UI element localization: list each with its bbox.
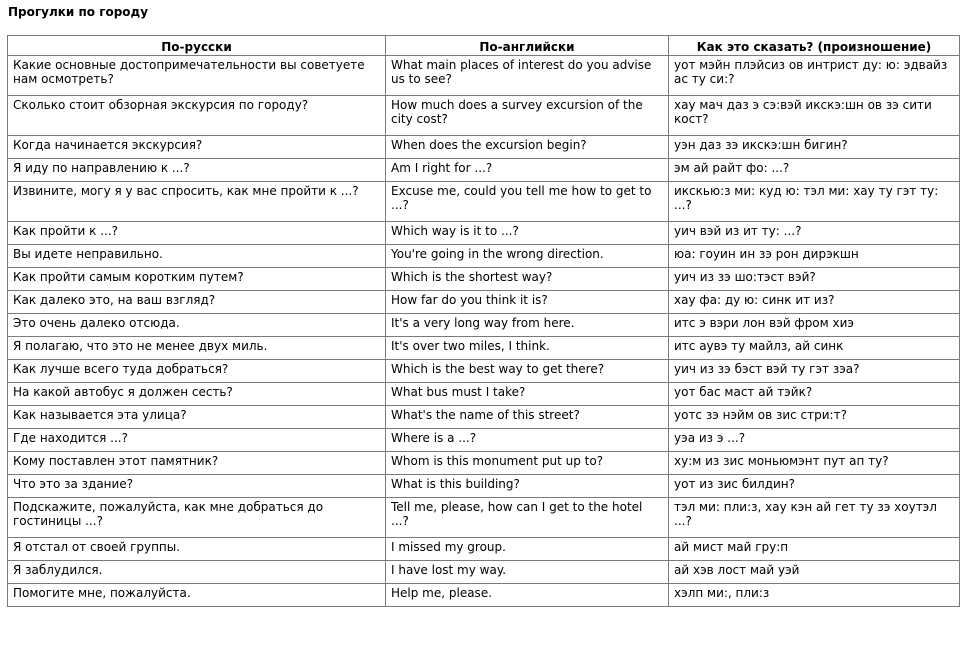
table-row: [8, 429, 960, 452]
cell-english: Which is the best way to get there?: [386, 360, 669, 383]
cell-russian: Подскажите, пожалуйста, как мне добраться до гостиницы ...?: [8, 498, 386, 538]
table-row: [8, 136, 960, 159]
cell-russian: Сколько стоит обзорная экскурсия по городу?: [8, 96, 386, 136]
cell-pronunciation: эм ай райт фо: ...?: [669, 159, 960, 182]
table-row: [8, 538, 960, 561]
cell-pronunciation: хэлп ми:, пли:з: [669, 584, 960, 607]
cell-russian: На какой автобус я должен сесть?: [8, 383, 386, 406]
cell-pronunciation: хау фа: ду ю: синк ит из?: [669, 291, 960, 314]
cell-english: Excuse me, could you tell me how to get to ...?: [386, 182, 669, 222]
phrase-table: [7, 35, 960, 607]
cell-russian: Как пройти самым коротким путем?: [8, 268, 386, 291]
cell-english: Which is the shortest way?: [386, 268, 669, 291]
table-row: [8, 56, 960, 96]
table-row: [8, 96, 960, 136]
cell-english: How far do you think it is?: [386, 291, 669, 314]
header-row: [8, 36, 960, 56]
cell-english: Where is a ...?: [386, 429, 669, 452]
cell-english: Tell me, please, how can I get to the hotel ...?: [386, 498, 669, 538]
cell-russian: Вы идете неправильно.: [8, 245, 386, 268]
table-row: [8, 383, 960, 406]
cell-english: Whom is this monument put up to?: [386, 452, 669, 475]
cell-english: What is this building?: [386, 475, 669, 498]
cell-russian: Когда начинается экскурсия?: [8, 136, 386, 159]
cell-russian: Помогите мне, пожалуйста.: [8, 584, 386, 607]
table-row: [8, 406, 960, 429]
table-row: [8, 291, 960, 314]
cell-pronunciation: ай мист май гру:п: [669, 538, 960, 561]
cell-english: Which way is it to ...?: [386, 222, 669, 245]
cell-english: It's a very long way from here.: [386, 314, 669, 337]
table-row: [8, 268, 960, 291]
cell-pronunciation: хау мач даз э сэ:вэй икскэ:шн ов зэ сити кост?: [669, 96, 960, 136]
cell-pronunciation: юа: гоуин ин зэ рон дирэкшн: [669, 245, 960, 268]
cell-russian: Как лучше всего туда добраться?: [8, 360, 386, 383]
table-row: [8, 245, 960, 268]
cell-english: You're going in the wrong direction.: [386, 245, 669, 268]
cell-english: Am I right for ...?: [386, 159, 669, 182]
cell-pronunciation: икскью:з ми: куд ю: тэл ми: хау ту гэт ту: ...?: [669, 182, 960, 222]
column-header-russian: По-русски: [8, 36, 386, 56]
table-row: [8, 159, 960, 182]
table-row: [8, 561, 960, 584]
page-title: Прогулки по городу: [8, 5, 149, 19]
cell-russian: Как пройти к ...?: [8, 222, 386, 245]
cell-pronunciation: итс э вэри лон вэй фром хиэ: [669, 314, 960, 337]
column-header-pronunciation: Как это сказать? (произношение): [669, 36, 960, 56]
cell-russian: Как называется эта улица?: [8, 406, 386, 429]
table-row: [8, 498, 960, 538]
cell-pronunciation: уич из зэ бэст вэй ту гэт зэа?: [669, 360, 960, 383]
cell-russian: Как далеко это, на ваш взгляд?: [8, 291, 386, 314]
cell-russian: Я заблудился.: [8, 561, 386, 584]
cell-pronunciation: итс аувэ ту майлз, ай синк: [669, 337, 960, 360]
table-row: [8, 360, 960, 383]
cell-russian: Я отстал от своей группы.: [8, 538, 386, 561]
cell-english: When does the excursion begin?: [386, 136, 669, 159]
cell-pronunciation: уот из зис билдин?: [669, 475, 960, 498]
cell-russian: Извините, могу я у вас спросить, как мне пройти к ...?: [8, 182, 386, 222]
cell-pronunciation: тэл ми: пли:з, хау кэн ай гет ту зэ хоутэл ...?: [669, 498, 960, 538]
table-row: [8, 452, 960, 475]
cell-pronunciation: уот бас маст ай тэйк?: [669, 383, 960, 406]
cell-english: I have lost my way.: [386, 561, 669, 584]
table-row: [8, 222, 960, 245]
cell-russian: Где находится ...?: [8, 429, 386, 452]
cell-english: I missed my group.: [386, 538, 669, 561]
cell-english: What's the name of this street?: [386, 406, 669, 429]
cell-russian: Что это за здание?: [8, 475, 386, 498]
table-row: [8, 475, 960, 498]
table-row: [8, 182, 960, 222]
column-header-english: По-английски: [386, 36, 669, 56]
cell-pronunciation: уэа из э ...?: [669, 429, 960, 452]
cell-english: Help me, please.: [386, 584, 669, 607]
cell-pronunciation: уич вэй из ит ту: ...?: [669, 222, 960, 245]
table-row: [8, 337, 960, 360]
cell-english: How much does a survey excursion of the city cost?: [386, 96, 669, 136]
cell-russian: Кому поставлен этот памятник?: [8, 452, 386, 475]
cell-pronunciation: уот мэйн плэйсиз ов интрист ду: ю: эдвайз ас ту си:?: [669, 56, 960, 96]
cell-russian: Это очень далеко отсюда.: [8, 314, 386, 337]
cell-russian: Я иду по направлению к ...?: [8, 159, 386, 182]
cell-russian: Я полагаю, что это не менее двух миль.: [8, 337, 386, 360]
cell-pronunciation: уотс зэ нэйм ов зис стри:т?: [669, 406, 960, 429]
cell-pronunciation: уэн даз зэ икскэ:шн бигин?: [669, 136, 960, 159]
table-row: [8, 584, 960, 607]
cell-russian: Какие основные достопримечательности вы советуете нам осмотреть?: [8, 56, 386, 96]
table-body: [8, 56, 960, 607]
cell-pronunciation: уич из зэ шо:тэст вэй?: [669, 268, 960, 291]
cell-english: What bus must I take?: [386, 383, 669, 406]
cell-pronunciation: ай хэв лост май уэй: [669, 561, 960, 584]
cell-english: It's over two miles, I think.: [386, 337, 669, 360]
table-row: [8, 314, 960, 337]
cell-pronunciation: ху:м из зис моньюмэнт пут ап ту?: [669, 452, 960, 475]
table-header: [8, 36, 960, 56]
cell-english: What main places of interest do you advise us to see?: [386, 56, 669, 96]
